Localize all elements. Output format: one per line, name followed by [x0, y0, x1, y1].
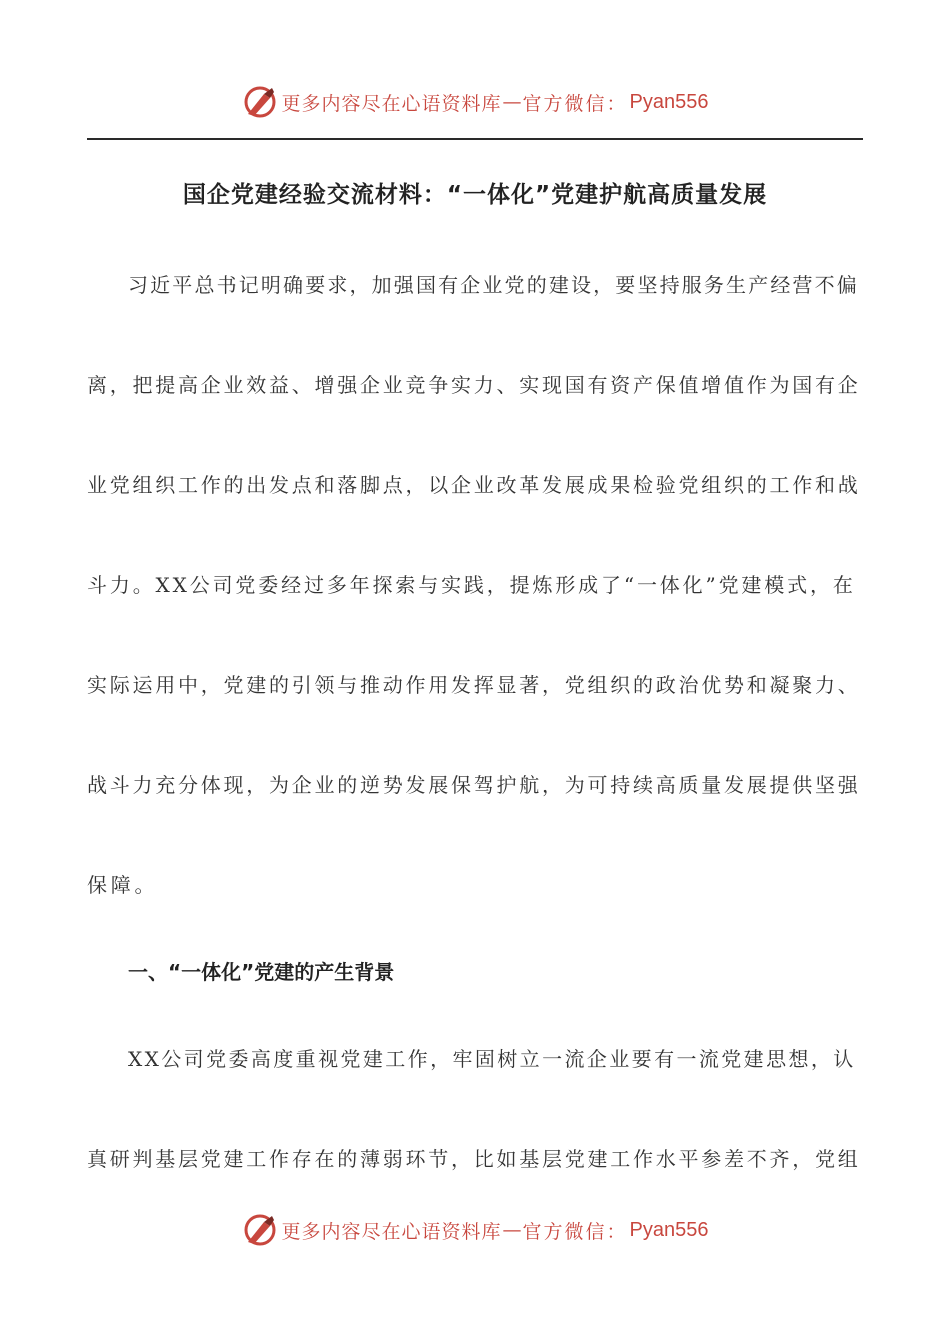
footer-separator: —: [502, 1219, 522, 1241]
footer-brand-text: 更多内容尽在心语资料库: [281, 1220, 502, 1243]
pen-nib-logo-icon: [242, 84, 278, 120]
footer-official-label: 官方微信：: [522, 1220, 628, 1243]
header-separator: —: [502, 91, 522, 113]
paragraph1-line: 业党组织工作的出发点和落脚点，以企业改革发展成果检验党组织的工作和战: [87, 473, 861, 497]
header-divider: [87, 138, 863, 140]
header-wechat-id: Pyan556: [629, 90, 709, 113]
section1-heading: 一、“一体化”党建的产生背景: [128, 960, 395, 984]
document-title: 国企党建经验交流材料：“一体化”党建护航高质量发展: [182, 182, 768, 208]
header-brand-text: 更多内容尽在心语资料库: [281, 92, 502, 115]
paragraph1-line: 斗力。XX公司党委经过多年探索与实践，提炼形成了“一体化”党建模式，在: [87, 573, 856, 597]
paragraph1-line: 习近平总书记明确要求，加强国有企业党的建设，要坚持服务生产经营不偏: [128, 273, 859, 297]
paragraph1-line: 保障。: [87, 873, 159, 897]
paragraph2-line: XX公司党委高度重视党建工作，牢固树立一流企业要有一流党建思想，认: [128, 1047, 856, 1071]
footer-banner: [0, 1210, 950, 1250]
paragraph1-line: 实际运用中，党建的引领与推动作用发挥显著，党组织的政治优势和凝聚力、: [87, 673, 861, 697]
paragraph1-line: 离，把提高企业效益、增强企业竞争实力、实现国有资产保值增值作为国有企: [87, 373, 861, 397]
header-banner: [0, 82, 950, 122]
pen-nib-logo-icon: [242, 1212, 278, 1248]
footer-wechat-id: Pyan556: [629, 1218, 709, 1241]
paragraph1-line: 战斗力充分体现，为企业的逆势发展保驾护航，为可持续高质量发展提供坚强: [87, 773, 861, 797]
paragraph2-line: 真研判基层党建工作存在的薄弱环节，比如基层党建工作水平参差不齐，党组: [87, 1147, 861, 1171]
header-official-label: 官方微信：: [522, 92, 628, 115]
